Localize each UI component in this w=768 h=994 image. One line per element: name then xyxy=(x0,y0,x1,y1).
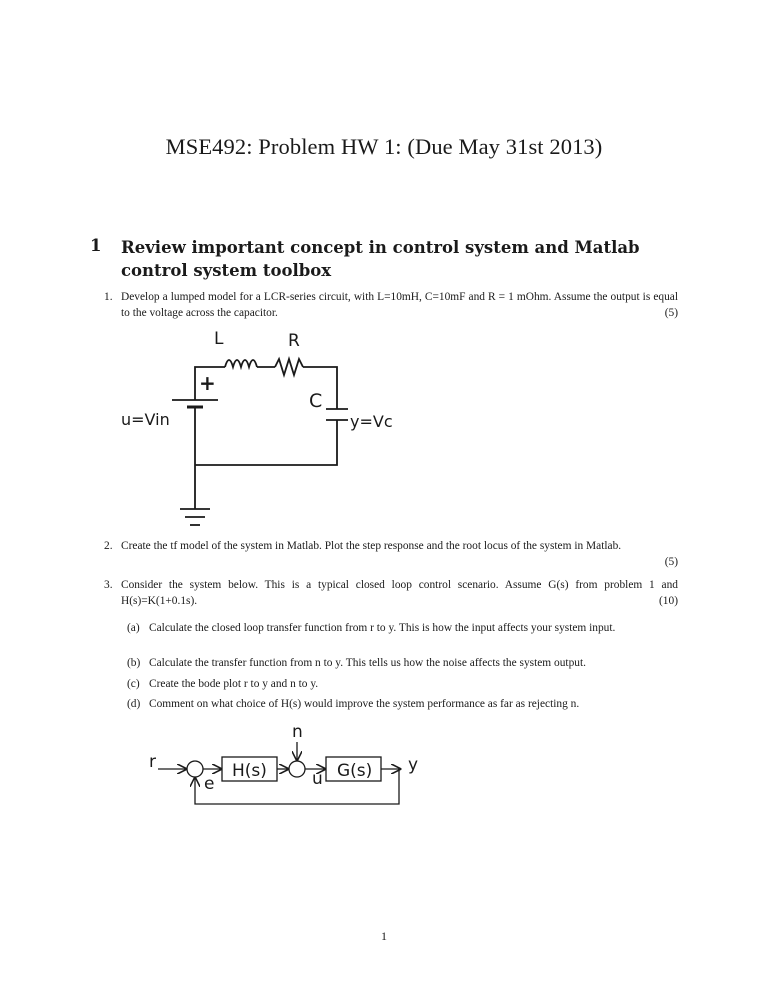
resistor-label: R xyxy=(288,331,300,351)
reference-signal-label: r xyxy=(149,752,156,772)
resistor-icon xyxy=(275,359,303,375)
inductor-label: L xyxy=(214,329,224,349)
problem-3 xyxy=(104,578,678,610)
subproblem-text: Create the bode plot r to y and n to y. xyxy=(149,678,319,690)
circuit-wire-bottom xyxy=(195,420,337,465)
problem-points: (5) xyxy=(664,306,678,319)
controller-block-label: H(s) xyxy=(232,761,267,781)
problem-points: (5) xyxy=(664,555,678,568)
problem-number: 3. xyxy=(104,579,113,591)
summing-junction-noise xyxy=(289,761,305,777)
subproblem-label: (d) xyxy=(127,698,141,710)
capacitor-label: C xyxy=(309,390,323,412)
problem-number: 1. xyxy=(104,291,113,303)
inductor-icon xyxy=(225,360,257,367)
subproblem-a xyxy=(127,621,678,653)
summing-junction-error xyxy=(187,761,203,777)
subproblem-c xyxy=(127,677,678,693)
subproblem-label: (c) xyxy=(127,678,140,690)
page-title: MSE492: Problem HW 1: (Due May 31st 2013) xyxy=(165,134,603,159)
control-block-diagram xyxy=(140,720,440,820)
problem-1 xyxy=(104,290,678,322)
subproblem-label: (a) xyxy=(127,622,140,634)
plant-block-label: G(s) xyxy=(337,761,373,781)
problem-number: 2. xyxy=(104,540,113,552)
error-signal-label: e xyxy=(204,774,215,794)
page-number: 1 xyxy=(381,929,387,943)
section-number: 1 xyxy=(90,236,102,255)
subproblem-d xyxy=(127,697,678,713)
plus-sign: + xyxy=(199,371,216,395)
problem-text: Develop a lumped model for a LCR-series circuit, with L=10mH, C=10mF and R = 1 mOhm. Assume the output is equal to the voltage across the capacitor. xyxy=(121,291,678,319)
subproblem-text: Calculate the closed loop transfer function from r to y. This is how the input affects your system input. xyxy=(149,622,616,634)
noise-signal-label: n xyxy=(292,722,303,742)
subproblem-text: Comment on what choice of H(s) would improve the system performance as far as rejecting n. xyxy=(149,698,580,710)
problem-text: Create the tf model of the system in Matlab. Plot the step response and the root locus of the system in Matlab. xyxy=(121,540,622,552)
problem-text: Consider the system below. This is a typical closed loop control scenario. Assume G(s) from problem 1 and H(s)=K(1+0.1s). xyxy=(121,579,678,607)
problem-points: (10) xyxy=(659,594,678,607)
problem-2 xyxy=(104,539,678,571)
subproblem-label: (b) xyxy=(127,657,141,669)
input-voltage-label: u=Vin xyxy=(121,410,170,429)
subproblem-text: Calculate the transfer function from n to y. This tells us how the noise affects the system output. xyxy=(149,657,586,669)
output-voltage-label: y=Vc xyxy=(350,412,393,431)
subproblem-b xyxy=(127,656,678,672)
output-signal-label: y xyxy=(408,755,419,775)
control-signal-label: u xyxy=(312,769,323,789)
lcr-circuit-diagram xyxy=(110,325,430,530)
section-title: Review important concept in control system and Matlab control system toolbox xyxy=(121,238,640,280)
